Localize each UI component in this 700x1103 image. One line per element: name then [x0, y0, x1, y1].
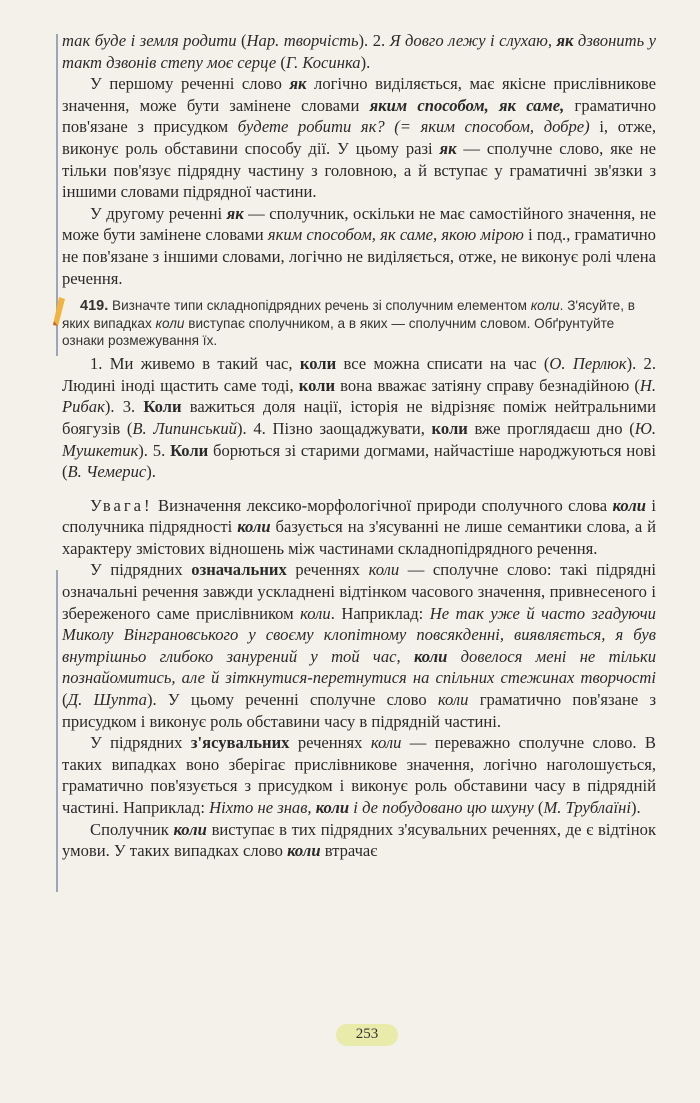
margin-bar-note [56, 570, 58, 892]
note-conjunction: Сполучник коли виступає в тих підрядних з'ясувальних реченнях, де є відтінок умови. У таких випадках слово коли втрачає [62, 819, 657, 861]
note-attention: Увага! Визначення лексико-морфологічної природи сполучного слова коли і сполучника підрядності коли базується на з'ясуванні не лише семантики слова, а й характеру змістових відношень між частинами складнопідрядного речення. [62, 495, 656, 558]
paragraph-analysis-1: У першому реченні слово як логічно виділяється, має якісне прислівникове значення, може бути замінене словами яким способом, як саме, граматично пов'язане з присудком будете робити як? (= яким способом, добре) і, отже, виконує роль обставини способу дії. У цьому разі як — сполучне слово, яке не тільки пов'язує підрядну частину з головною, а й вступає у граматичні зв'язки з іншими словами підрядної частини. [62, 74, 656, 202]
exercise-body [62, 353, 656, 483]
page-number: 253 [336, 1020, 398, 1048]
exercise-number: 419. [80, 298, 109, 315]
attention-label: Увага! [90, 495, 153, 515]
paragraph-analysis-2: У другому реченні як — сполучник, оскільки не має самостійного значення, не може бути замінене словами яким способом, як саме, якою мірою і под., граматично не пов'язане з іншими словами, логічно не виділяється, отже, не виконує ролі члена речення. [62, 203, 656, 288]
note-explanatory: У підрядних з'ясувальних реченнях коли — переважно сполучне слово. В таких випадках воно зберігає прислівникове значення, логічно наголошується, граматично пов'язується з присудком і виконує роль обставини часу в підрядній частині. Наприклад: Ніхто не знав, коли і де побудовано цю шхуну (М. Трублаїні). [62, 733, 656, 817]
exercise-heading: 419. Визначте типи складнопідрядних речень зі сполучним елементом коли. З'ясуйте, в яких випадках коли виступає сполучником, а в яких — сполучним словом. Обґрунтуйте ознаки розмежування їх. [62, 297, 656, 349]
note-attributive: У підрядних означальних реченнях коли — сполучне слово: такі підрядні означальні речення завжди ускладнені відтінком часового значення, привнесеного і збереженого саме прислівником коли. Наприклад: Не так уже й часто згадуючи Миколу Вінграновського у своєму клопітному повсякденні, виявляється, я був внутрішньо глибоко занурений у той час, коли довелося мені не тільки познайомитись, але й зіткнутися-перетнутися на спільних стежинах творчості (Д. Шупта). У цьому реченні сполучне слово коли граматично пов'язане з присудком і виконує роль обставини часу в підрядній частині. [62, 560, 657, 731]
pencil-icon [50, 295, 72, 327]
paragraph-quote-end: так буде і земля родити (Нар. творчість). 2. Я довго лежу і слухаю, як дзвонить у такт дзвонів степу моє серце (Г. Косинка). [62, 31, 656, 72]
page [62, 30, 656, 862]
exercise-sentences: 1. Ми живемо в такий час, коли все можна списати на час (О. Перлюк). 2. Людині іноді щастить саме тоді, коли вона вважає затіяну справу безнадійною (Н. Рибак). 3. Коли важиться доля нації, історія не відрізняє поміж нейтральними боягузів (В. Липинський). 4. Пізно заощаджувати, коли вже проглядаєш дно (Ю. Мушкетик). 5. Коли борються зі старими догмами, найчастіше народжуються нові (В. Чемерис). [62, 354, 657, 482]
